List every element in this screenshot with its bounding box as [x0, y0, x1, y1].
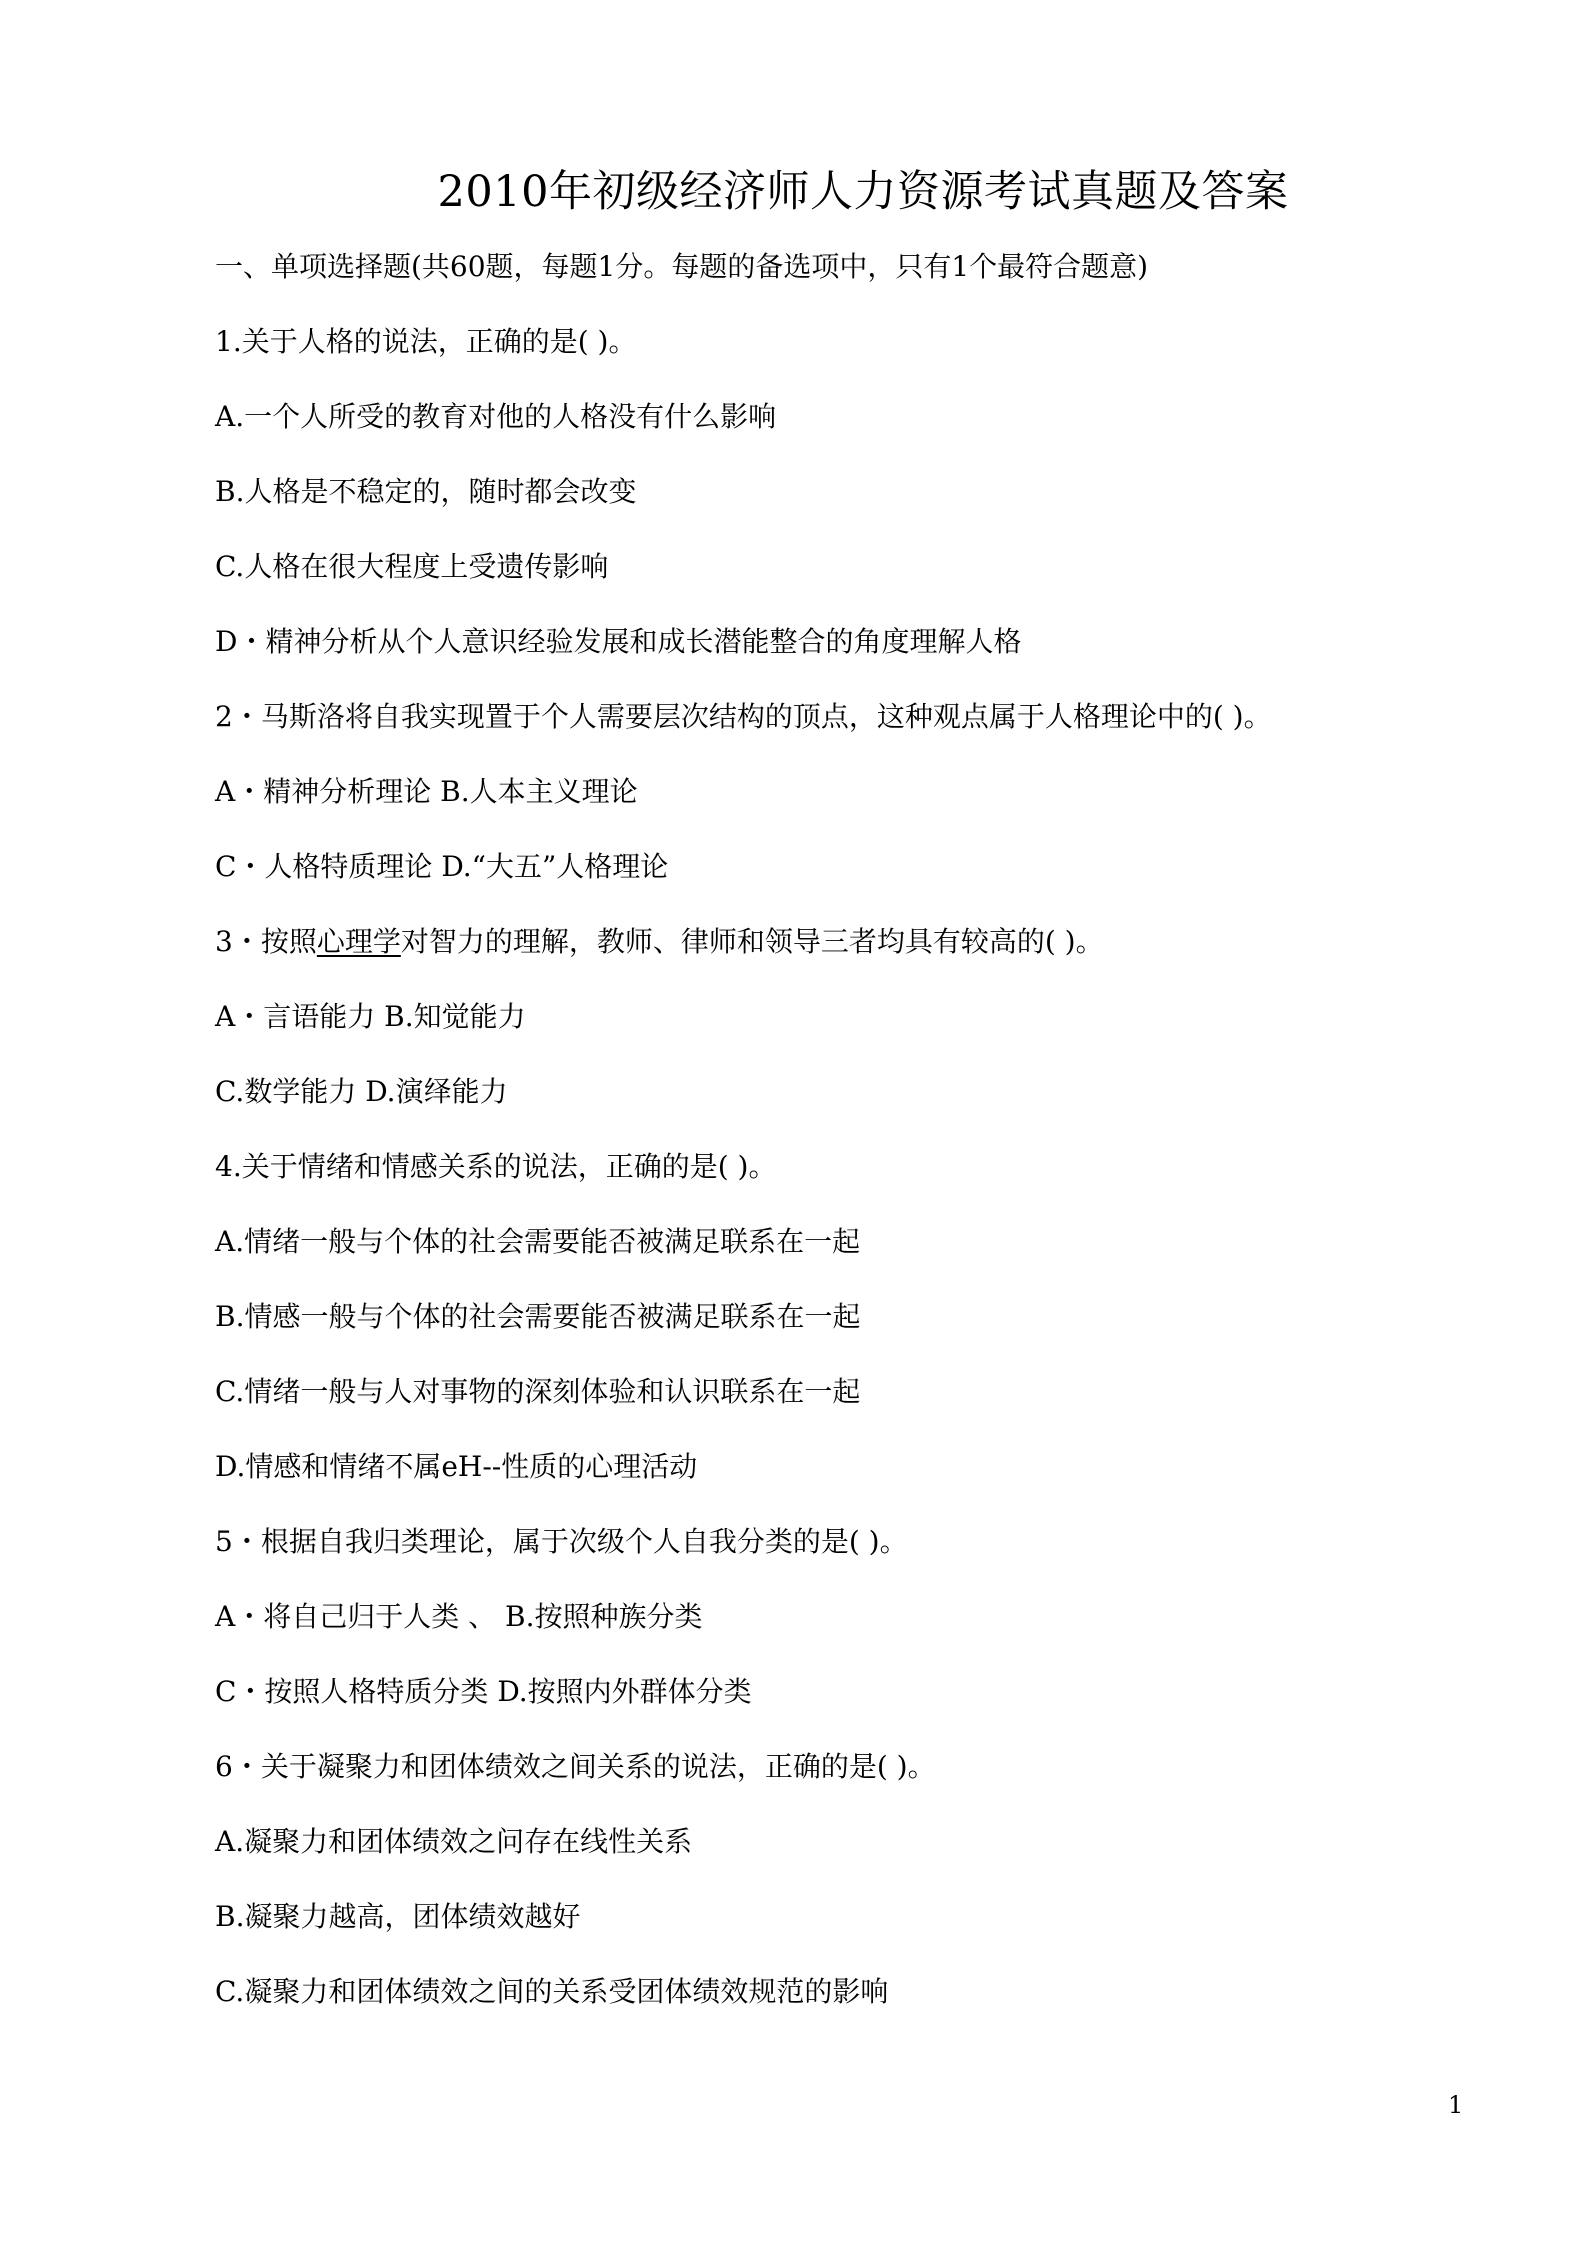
- question-6-option-b: B.凝聚力越高，团体绩效越好: [215, 1900, 581, 1933]
- question-2: 2・马斯洛将自我实现置于个人需要层次结构的顶点，这种观点属于人格理论中的( )。: [215, 700, 1272, 733]
- question-3-options-ab: A・言语能力 B.知觉能力: [215, 1000, 526, 1033]
- psychology-link[interactable]: 心理学: [316, 925, 401, 958]
- question-5-options-ab: A・将自己归于人类 、 B.按照种族分类: [215, 1600, 703, 1633]
- document-body: [215, 248, 1395, 2048]
- question-1-option-b: B.人格是不稳定的，随时都会改变: [215, 475, 637, 508]
- question-6-option-a: A.凝聚力和团体绩效之问存在线性关系: [215, 1825, 693, 1858]
- question-4-option-b: B.情感一般与个体的社会需要能否被满足联系在一起: [215, 1300, 861, 1333]
- page-number: 1: [1448, 2091, 1464, 2119]
- question-6-option-c: C.凝聚力和团体绩效之间的关系受团体绩效规范的影响: [215, 1975, 889, 2008]
- question-3-suffix: 对智力的理解，教师、律师和领导三者均具有较高的( )。: [400, 925, 1104, 958]
- question-1-option-a: A.一个人所受的教育对他的人格没有什么影响: [215, 400, 777, 433]
- section-heading: 一、单项选择题(共60题，每题1分。每题的备选项中，只有1个最符合题意): [215, 250, 1149, 283]
- question-4-option-d: D.情感和情绪不属eH--性质的心理活动: [215, 1450, 698, 1483]
- question-3: [215, 923, 1395, 998]
- question-1-option-c: C.人格在很大程度上受遗传影响: [215, 550, 609, 583]
- question-3-options-cd: C.数学能力 D.演绎能力: [215, 1075, 508, 1108]
- question-4: 4.关于情绪和情感关系的说法，正确的是( )。: [215, 1150, 777, 1183]
- question-6: 6・关于凝聚力和团体绩效之间关系的说法，正确的是( )。: [215, 1750, 936, 1783]
- question-2-options-ab: A・精神分析理论 B.人本主义理论: [215, 775, 638, 808]
- question-5: 5・根据自我归类理论，属于次级个人自我分类的是( )。: [215, 1525, 908, 1558]
- question-1: 1.关于人格的说法，正确的是( )。: [215, 325, 637, 358]
- question-4-option-a: A.情绪一般与个体的社会需要能否被满足联系在一起: [215, 1225, 861, 1258]
- question-1-option-d: D・精神分析从个人意识经验发展和成长潜能整合的角度理解人格: [215, 625, 1022, 658]
- document-title: 2010年初级经济师人力资源考试真题及答案: [437, 167, 1289, 217]
- question-4-option-c: C.情绪一般与人对事物的深刻体验和认识联系在一起: [215, 1375, 861, 1408]
- question-3-prefix: 3・按照: [215, 925, 317, 958]
- question-5-options-cd: C・按照人格特质分类 D.按照内外群体分类: [215, 1675, 752, 1708]
- question-2-options-cd: C・人格特质理论 D.“大五”人格理论: [215, 850, 669, 883]
